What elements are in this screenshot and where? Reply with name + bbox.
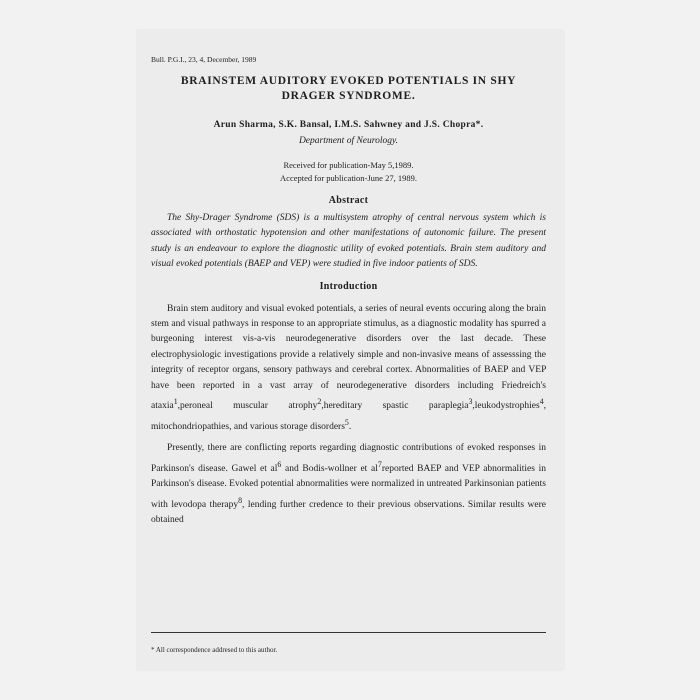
body-text: reported BAEP and VEP abnormalities in: [381, 463, 546, 474]
page-content: [151, 55, 547, 654]
body-line: sensory pathways and cerebral cortex. Abnormalities of BAEP and VEP: [263, 365, 547, 376]
publication-dates: [151, 159, 546, 185]
abstract-line: endeavour to explore the diagnostic utility of evoked potentials. Brain stem: [197, 243, 493, 254]
body-text: ,hereditary: [321, 401, 363, 412]
body-text: .: [348, 421, 352, 432]
abstract-heading: Abstract: [328, 195, 369, 206]
department: Department of Neurology.: [298, 136, 399, 146]
abstract-line: five indoor patients of SDS.: [372, 259, 478, 270]
title-line-1: BRAINSTEM AUDITORY EVOKED POTENTIALS IN SHY: [180, 75, 517, 87]
body-text: and Bodis-wollner et al: [285, 463, 378, 474]
title-line-2: DRAGER SYNDROME.: [281, 90, 416, 102]
introduction-paragraph-1: [151, 302, 546, 436]
body-line: have been reported in a vast array of neurodegenerative disorders: [151, 380, 450, 391]
body-line: and non-invasive means of assesssing the integrity of receptor organs,: [151, 349, 546, 376]
abstract-line: auditory and visual evoked potentials (BAEP and VEP) were studied in: [151, 243, 546, 270]
abstract-line: nervous system which is associated with orthostatic hypotension and: [151, 213, 547, 239]
introduction-paragraph-2: [151, 441, 546, 528]
reference-6: 6: [277, 459, 282, 469]
body-text: untreated Parkinsonian patients with levodopa therapy: [151, 479, 547, 510]
reference-2: 2: [317, 397, 322, 407]
reference-1: 1: [173, 397, 178, 407]
body-text: storage disorders: [280, 421, 345, 432]
body-text: contributions of evoked responses in Parkinson's disease. Gawel et al: [151, 443, 546, 474]
body-line: Brain stem auditory and visual evoked potentials, a series of neural: [167, 303, 424, 314]
footnote-divider: [151, 632, 546, 633]
body-line: events occuring along the brain stem and visual pathways in response: [151, 303, 546, 330]
introduction-heading: Introduction: [319, 280, 378, 292]
body-line: credence to their previous observations. Similar results were obtained: [151, 499, 547, 526]
abstract-text: [151, 211, 546, 273]
body-line: decade. These electrophysiologic investigations provide a relatively simple: [151, 334, 547, 360]
reference-5: 5: [344, 417, 349, 427]
body-line: to an appropriate stimulus, as a diagnostic modality has spurred a: [296, 319, 547, 330]
received-date: Received for publication-May 5,1989.: [283, 160, 414, 170]
body-line: Presently, there are conflicting reports regarding diagnostic: [167, 443, 399, 454]
journal-reference: Bull. P.G.I., 23, 4, December, 1989: [151, 55, 257, 64]
author-list: Arun Sharma, S.K. Bansal, I.M.S. Sahwney and J.S. Chopra*.: [213, 120, 484, 130]
body-line: burgeoning interest vis-a-vis neurodegenerative disorders over the last: [151, 334, 475, 345]
reference-7: 7: [377, 459, 382, 469]
abstract-line: other manifestations of autonomic failure. The present study is an: [151, 228, 546, 254]
paper-page: [137, 30, 564, 670]
paper-title: [151, 74, 546, 104]
body-text: , mitochondriopathies, and various: [151, 401, 547, 432]
reference-8: 8: [238, 495, 243, 505]
body-text: ,leukodystrophies: [472, 401, 540, 412]
reference-4: 4: [539, 397, 544, 407]
abstract-line: The Shy-Drager Syndrome (SDS) is a multisystem atrophy of central: [167, 213, 445, 223]
body-text: including Friedreich's ataxia: [151, 380, 546, 412]
accepted-date: Accepted for publication-June 27, 1989.: [280, 173, 417, 183]
reference-3: 3: [468, 397, 473, 407]
body-line: Parkinson's disease. Evoked potential abnormalities were normalized in: [151, 479, 425, 490]
correspondence-footnote: * All correspondence addresed to this author.: [151, 646, 278, 654]
body-text: ,peroneal muscular atrophy: [177, 401, 318, 412]
body-text: , lending further: [242, 499, 306, 510]
body-text: spastic paraplegia: [382, 401, 469, 412]
